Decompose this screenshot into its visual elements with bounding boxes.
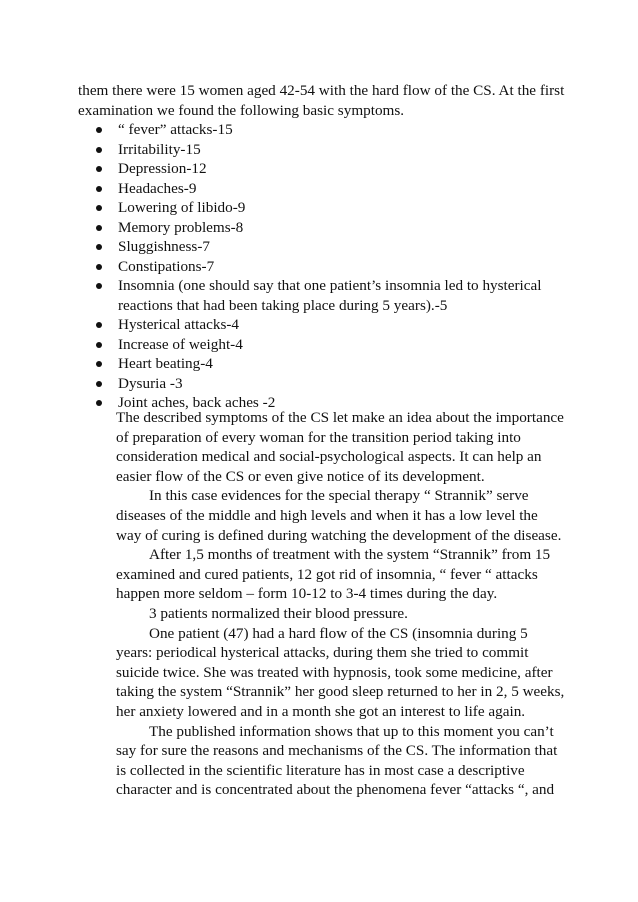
list-item-text: Dysuria -3 bbox=[118, 374, 183, 392]
list-item bbox=[96, 179, 556, 199]
paragraph-case-study: One patient (47) had a hard flow of the CS (insomnia during 5 years: periodical hysterical attacks, during them she tried to commit suicide twice. She was treated with hypnosis, took some medicine, after taking the system “Strannik” her good sleep returned to her in 2, 5 weeks, her anxiety lowered and in a month she got an interest to life again. bbox=[116, 624, 565, 720]
list-item bbox=[96, 315, 556, 335]
bullet-icon bbox=[96, 205, 102, 211]
paragraph-treatment-results: After 1,5 months of treatment with the system “Strannik” from 15 examined and cured patients, 12 got rid of insomnia, “ fever “ attacks happen more seldom – form 10-12 to 3-4 times during the day. bbox=[116, 546, 551, 603]
list-item-text: Increase of weight-4 bbox=[118, 335, 243, 353]
bullet-icon bbox=[96, 244, 102, 250]
paragraph-published-information: The published information shows that up to this moment you can’t say for sure the reasons and mechanisms of the CS. The information that is collected in the scientific literature has in most case a descriptive character and is concentrated about the phenomena fever “attacks “, and bbox=[116, 722, 558, 799]
list-item bbox=[96, 335, 556, 355]
intro-paragraph: them there were 15 women aged 42-54 with the hard flow of the CS. At the first examination we found the following basic symptoms. bbox=[78, 82, 565, 119]
bullet-icon bbox=[96, 283, 102, 289]
list-item-text: Memory problems-8 bbox=[118, 218, 244, 236]
list-item-text: “ fever” attacks-15 bbox=[118, 121, 233, 138]
list-item bbox=[96, 218, 556, 238]
list-item bbox=[96, 257, 556, 277]
bullet-icon bbox=[96, 127, 102, 133]
symptom-list bbox=[96, 120, 556, 413]
body-text bbox=[116, 408, 566, 800]
paragraph-therapy-evidence: In this case evidences for the special therapy “ Strannik” serve diseases of the middle and high levels and when it has a low level the way of curing is defined during watching the development of the disease. bbox=[116, 487, 562, 544]
paragraph-blood-pressure: 3 patients normalized their blood pressure. bbox=[149, 604, 408, 622]
list-item bbox=[96, 374, 556, 394]
list-item-text: Hysterical attacks-4 bbox=[118, 316, 240, 333]
list-item bbox=[96, 198, 556, 218]
list-item bbox=[96, 159, 556, 179]
list-item-text: Insomnia (one should say that one patient’s insomnia led to hysterical reactions that had been taking place during 5 years).-5 bbox=[118, 277, 542, 314]
paragraph-summary: The described symptoms of the CS let make an idea about the importance of preparation of every woman for the transition period taking into consideration medical and social-psychological aspects. It can help an easier flow of the CS or even give notice of its development. bbox=[116, 409, 564, 485]
bullet-icon bbox=[96, 166, 102, 172]
bullet-icon bbox=[96, 322, 102, 328]
bullet-icon bbox=[96, 342, 102, 348]
bullet-icon bbox=[96, 147, 102, 153]
list-item bbox=[96, 237, 556, 257]
list-item-text: Irritability-15 bbox=[118, 140, 201, 158]
list-item bbox=[96, 354, 556, 374]
list-item-text: Heart beating-4 bbox=[118, 355, 213, 372]
list-item bbox=[96, 276, 556, 315]
bullet-icon bbox=[96, 225, 102, 231]
bullet-icon bbox=[96, 381, 102, 387]
list-item-text: Headaches-9 bbox=[118, 179, 197, 197]
list-item-text: Depression-12 bbox=[118, 160, 207, 177]
list-item bbox=[96, 140, 556, 160]
bullet-icon bbox=[96, 264, 102, 270]
list-item-text: Lowering of libido-9 bbox=[118, 199, 246, 216]
bullet-icon bbox=[96, 361, 102, 367]
bullet-icon bbox=[96, 400, 102, 406]
list-item bbox=[96, 120, 556, 140]
list-item-text: Sluggishness-7 bbox=[118, 238, 210, 255]
list-item-text: Joint aches, back aches -2 bbox=[118, 394, 276, 411]
list-item-text: Constipations-7 bbox=[118, 257, 215, 275]
bullet-icon bbox=[96, 186, 102, 192]
